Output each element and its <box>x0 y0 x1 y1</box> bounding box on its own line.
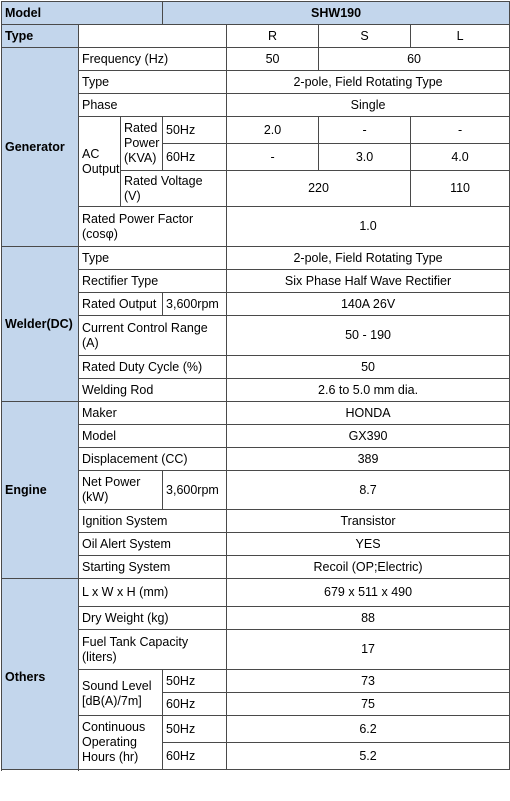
continuous-hours-line1: Continuous <box>82 720 146 734</box>
type-l: L <box>411 25 510 48</box>
generator-type-row <box>2 71 510 94</box>
maker-label: Maker <box>79 402 227 425</box>
rated-power-line3: (KVA) <box>124 151 157 165</box>
rated-power-line2: Power <box>124 136 160 150</box>
net-power-label <box>79 471 163 510</box>
type-r: R <box>227 25 319 48</box>
engine-model-row <box>2 425 510 448</box>
duty-cycle-label: Rated Duty Cycle (%) <box>79 356 227 379</box>
sound-level-50hz-value: 73 <box>227 670 510 693</box>
ac-output-50hz-row <box>2 117 510 144</box>
welder-type-value: 2-pole, Field Rotating Type <box>227 247 510 270</box>
welding-rod-value: 2.6 to 5.0 mm dia. <box>227 379 510 402</box>
net-power-value: 8.7 <box>227 471 510 510</box>
continuous-hours-50hz-row <box>2 716 510 743</box>
fuel-tank-line2: (liters) <box>82 649 117 664</box>
current-range-row <box>2 316 510 356</box>
continuous-hours-label <box>79 716 163 770</box>
phase-row <box>2 94 510 117</box>
phase-value: Single <box>227 94 510 117</box>
rated-output-row <box>2 293 510 316</box>
rated-power-line1: Rated <box>124 121 158 135</box>
frequency-50: 50 <box>227 48 319 71</box>
welder-type-row <box>2 247 510 270</box>
power-factor-line1: Rated Power Factor <box>82 211 194 226</box>
dry-weight-value: 88 <box>227 607 510 630</box>
dimensions-value: 679 x 511 x 490 <box>227 579 510 607</box>
continuous-hours-60hz-label: 60Hz <box>163 743 227 770</box>
fuel-tank-row <box>2 630 510 670</box>
welder-section-label: Welder(DC) <box>2 247 79 402</box>
spec-table <box>1 1 510 770</box>
rectifier-label: Rectifier Type <box>79 270 227 293</box>
fuel-tank-label <box>79 630 227 670</box>
others-section-label: Others <box>2 579 79 770</box>
power-factor-value: 1.0 <box>227 207 510 247</box>
generator-frequency-row <box>2 48 510 71</box>
engine-section-label: Engine <box>2 402 79 579</box>
rated-output-label: Rated Output <box>79 293 163 316</box>
ignition-value: Transistor <box>227 510 510 533</box>
continuous-hours-line3: Hours (hr) <box>82 750 139 764</box>
welding-rod-row <box>2 379 510 402</box>
rated-power-50hz-s: - <box>319 117 411 144</box>
oil-alert-value: YES <box>227 533 510 556</box>
rated-power-50hz-label: 50Hz <box>163 117 227 144</box>
displacement-label: Displacement (CC) <box>79 448 227 471</box>
rated-voltage-line1: Rated Voltage <box>124 173 203 188</box>
duty-cycle-row <box>2 356 510 379</box>
generator-section-label: Generator <box>2 48 79 247</box>
oil-alert-label: Oil Alert System <box>79 533 227 556</box>
ac-output-label-line2: Output <box>82 161 120 176</box>
ac-output-label-line1: AC <box>82 146 100 161</box>
current-range-line2: (A) <box>82 335 99 350</box>
generator-type-label: Type <box>79 71 227 94</box>
type-s: S <box>319 25 411 48</box>
dry-weight-label: Dry Weight (kg) <box>79 607 227 630</box>
rated-power-60hz-s: 3.0 <box>319 144 411 171</box>
fuel-tank-value: 17 <box>227 630 510 670</box>
rated-power-60hz-r: - <box>227 144 319 171</box>
rated-output-rpm: 3,600rpm <box>163 293 227 316</box>
rated-output-value: 140A 26V <box>227 293 510 316</box>
model-row <box>2 2 510 25</box>
continuous-hours-50hz-label: 50Hz <box>163 716 227 743</box>
generator-type-value: 2-pole, Field Rotating Type <box>227 71 510 94</box>
net-power-row <box>2 471 510 510</box>
sound-level-label <box>79 670 163 716</box>
starting-row <box>2 556 510 579</box>
rated-voltage-line2: (V) <box>124 188 141 203</box>
sound-level-50hz-label: 50Hz <box>163 670 227 693</box>
net-power-line1: Net Power <box>82 475 141 489</box>
oil-alert-row <box>2 533 510 556</box>
frequency-60: 60 <box>319 48 510 71</box>
current-range-value: 50 - 190 <box>227 316 510 356</box>
sound-level-60hz-label: 60Hz <box>163 693 227 716</box>
rated-power-50hz-r: 2.0 <box>227 117 319 144</box>
rated-voltage-l: 110 <box>411 171 510 207</box>
sound-level-60hz-value: 75 <box>227 693 510 716</box>
maker-value: HONDA <box>227 402 510 425</box>
ignition-label: Ignition System <box>79 510 227 533</box>
rated-power-50hz-l: - <box>411 117 510 144</box>
current-range-line1: Current Control Range <box>82 320 208 335</box>
frequency-label: Frequency (Hz) <box>79 48 227 71</box>
rectifier-row <box>2 270 510 293</box>
type-blank <box>79 25 227 48</box>
rectifier-value: Six Phase Half Wave Rectifier <box>227 270 510 293</box>
rated-power-60hz-label: 60Hz <box>163 144 227 171</box>
dry-weight-row <box>2 607 510 630</box>
continuous-hours-60hz-value: 5.2 <box>227 743 510 770</box>
continuous-hours-line2: Operating <box>82 735 137 749</box>
engine-model-label: Model <box>79 425 227 448</box>
starting-value: Recoil (OP;Electric) <box>227 556 510 579</box>
sound-level-line1: Sound Level <box>82 678 152 693</box>
welder-type-label: Type <box>79 247 227 270</box>
ignition-row <box>2 510 510 533</box>
rated-power-60hz-l: 4.0 <box>411 144 510 171</box>
net-power-line2: (kW) <box>82 490 109 504</box>
type-label: Type <box>2 25 79 48</box>
starting-label: Starting System <box>79 556 227 579</box>
continuous-hours-50hz-value: 6.2 <box>227 716 510 743</box>
dimensions-row <box>2 579 510 607</box>
phase-label: Phase <box>79 94 227 117</box>
model-label: Model <box>2 2 163 25</box>
maker-row <box>2 402 510 425</box>
model-value: SHW190 <box>163 2 510 25</box>
power-factor-label <box>79 207 227 247</box>
welding-rod-label: Welding Rod <box>79 379 227 402</box>
fuel-tank-line1: Fuel Tank Capacity <box>82 634 189 649</box>
ac-output-label <box>79 117 121 207</box>
displacement-value: 389 <box>227 448 510 471</box>
rated-voltage-rs: 220 <box>227 171 411 207</box>
sound-level-line2: [dB(A)/7m] <box>82 693 142 708</box>
dimensions-label: L x W x H (mm) <box>79 579 227 607</box>
power-factor-row <box>2 207 510 247</box>
sound-level-50hz-row <box>2 670 510 693</box>
engine-model-value: GX390 <box>227 425 510 448</box>
displacement-row <box>2 448 510 471</box>
duty-cycle-value: 50 <box>227 356 510 379</box>
current-range-label <box>79 316 227 356</box>
rated-power-label <box>121 117 163 171</box>
type-row <box>2 25 510 48</box>
power-factor-line2: (cosφ) <box>82 226 118 241</box>
rated-voltage-label <box>121 171 227 207</box>
net-power-rpm: 3,600rpm <box>163 471 227 510</box>
